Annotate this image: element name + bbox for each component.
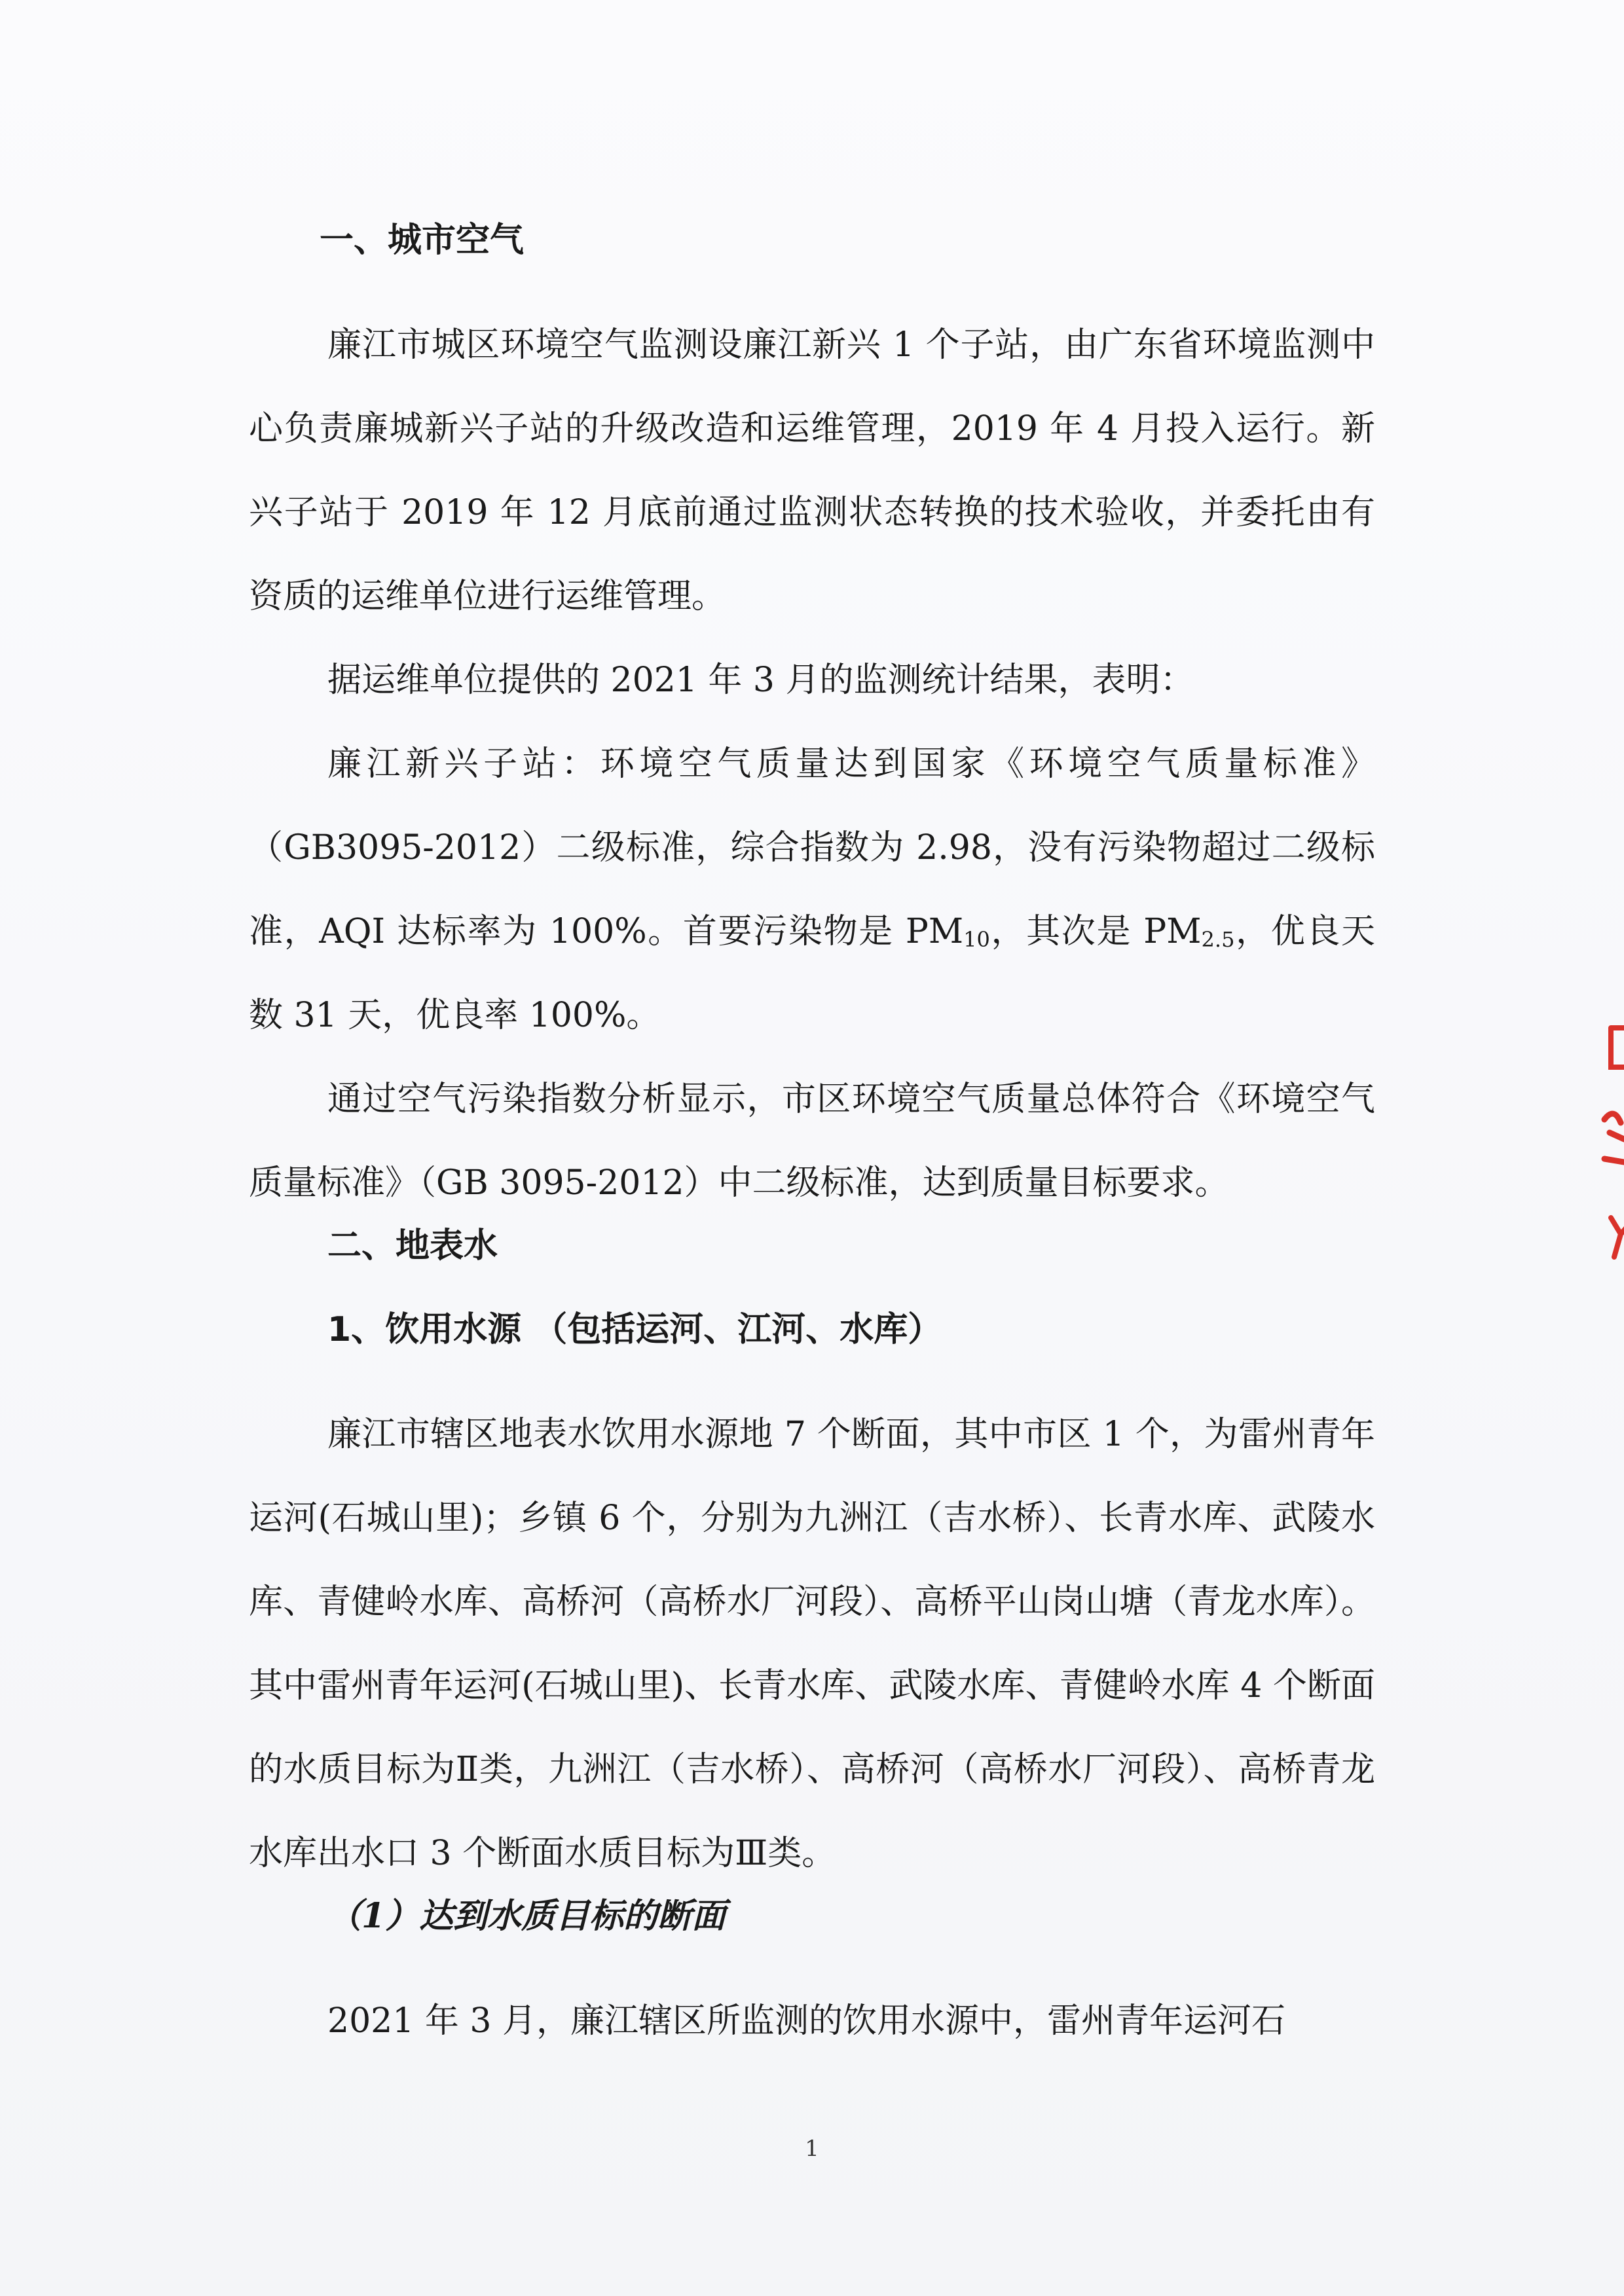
section-heading-air: 一、城市空气: [320, 221, 525, 260]
paragraph-station-intro: 廉江市城区环境空气监测设廉江新兴 1 个子站，由广东省环境监测中心负责廉城新兴子站的升级改造和运维管理，2019 年 4 月投入运行。新兴子站于 2019 年 12 月底前通过监测状态转换的技术验收，并委托由有资质的运维单位进行运维管理。: [249, 325, 1375, 616]
paragraph-air-conclusion: 通过空气污染指数分析显示，市区环境空气质量总体符合《环境空气质量标准》（GB 3095-2012）中二级标准，达到质量目标要求。: [249, 1080, 1375, 1203]
document-body: [249, 219, 1375, 2063]
pm25-subscript: 2.5: [1201, 927, 1235, 952]
pm10-subscript: 10: [963, 927, 990, 952]
quality-text-b: ，其次是 PM: [989, 912, 1202, 951]
paragraph-monitoring-results: 据运维单位提供的 2021 年 3 月的监测统计结果，表明：: [327, 661, 1194, 700]
paragraph-station-quality: [249, 722, 1375, 1057]
quality-text-c: ，优良天数 31 天，优良率 100%。: [249, 912, 1375, 1035]
quality-text-a: 廉江新兴子站：环境空气质量达到国家《环境空气质量标准》（GB3095-2012）二级标准，综合指数为 2.98，没有污染物超过二级标准，AQI 达标率为 100%。首要污染物是 PM: [249, 744, 1375, 951]
paragraph-march-results: 2021 年 3 月，廉江辖区所监测的饮用水源中，雷州青年运河石: [327, 2001, 1286, 2041]
section-heading-surface-water: 二、地表水: [327, 1226, 498, 1266]
subsection-heading-drinking-water: 1、饮用水源 （包括运河、江河、水库）: [327, 1310, 942, 1349]
subsection-heading-target-met: （1）达到水质目标的断面: [327, 1896, 726, 1936]
paragraph-drinking-water-sections: 廉江市辖区地表水饮用水源地 7 个断面，其中市区 1 个，为雷州青年运河(石城山里)；乡镇 6 个，分别为九洲江（吉水桥）、长青水库、武陵水库、青健岭水库、高桥河（高桥水厂河段）、高桥平山岗山塘（青龙水库）。其中雷州青年运河(石城山里)、长青水库、武陵水库、青健岭水库 4 个断面的水质目标为Ⅱ类，九洲江（吉水桥）、高桥河（高桥水厂河段）、高桥青龙水库出水口 3 个断面水质目标为Ⅲ类。: [249, 1415, 1375, 1873]
page-number: 1: [805, 2136, 819, 2162]
red-seal-stamp: [1585, 1008, 1624, 1309]
